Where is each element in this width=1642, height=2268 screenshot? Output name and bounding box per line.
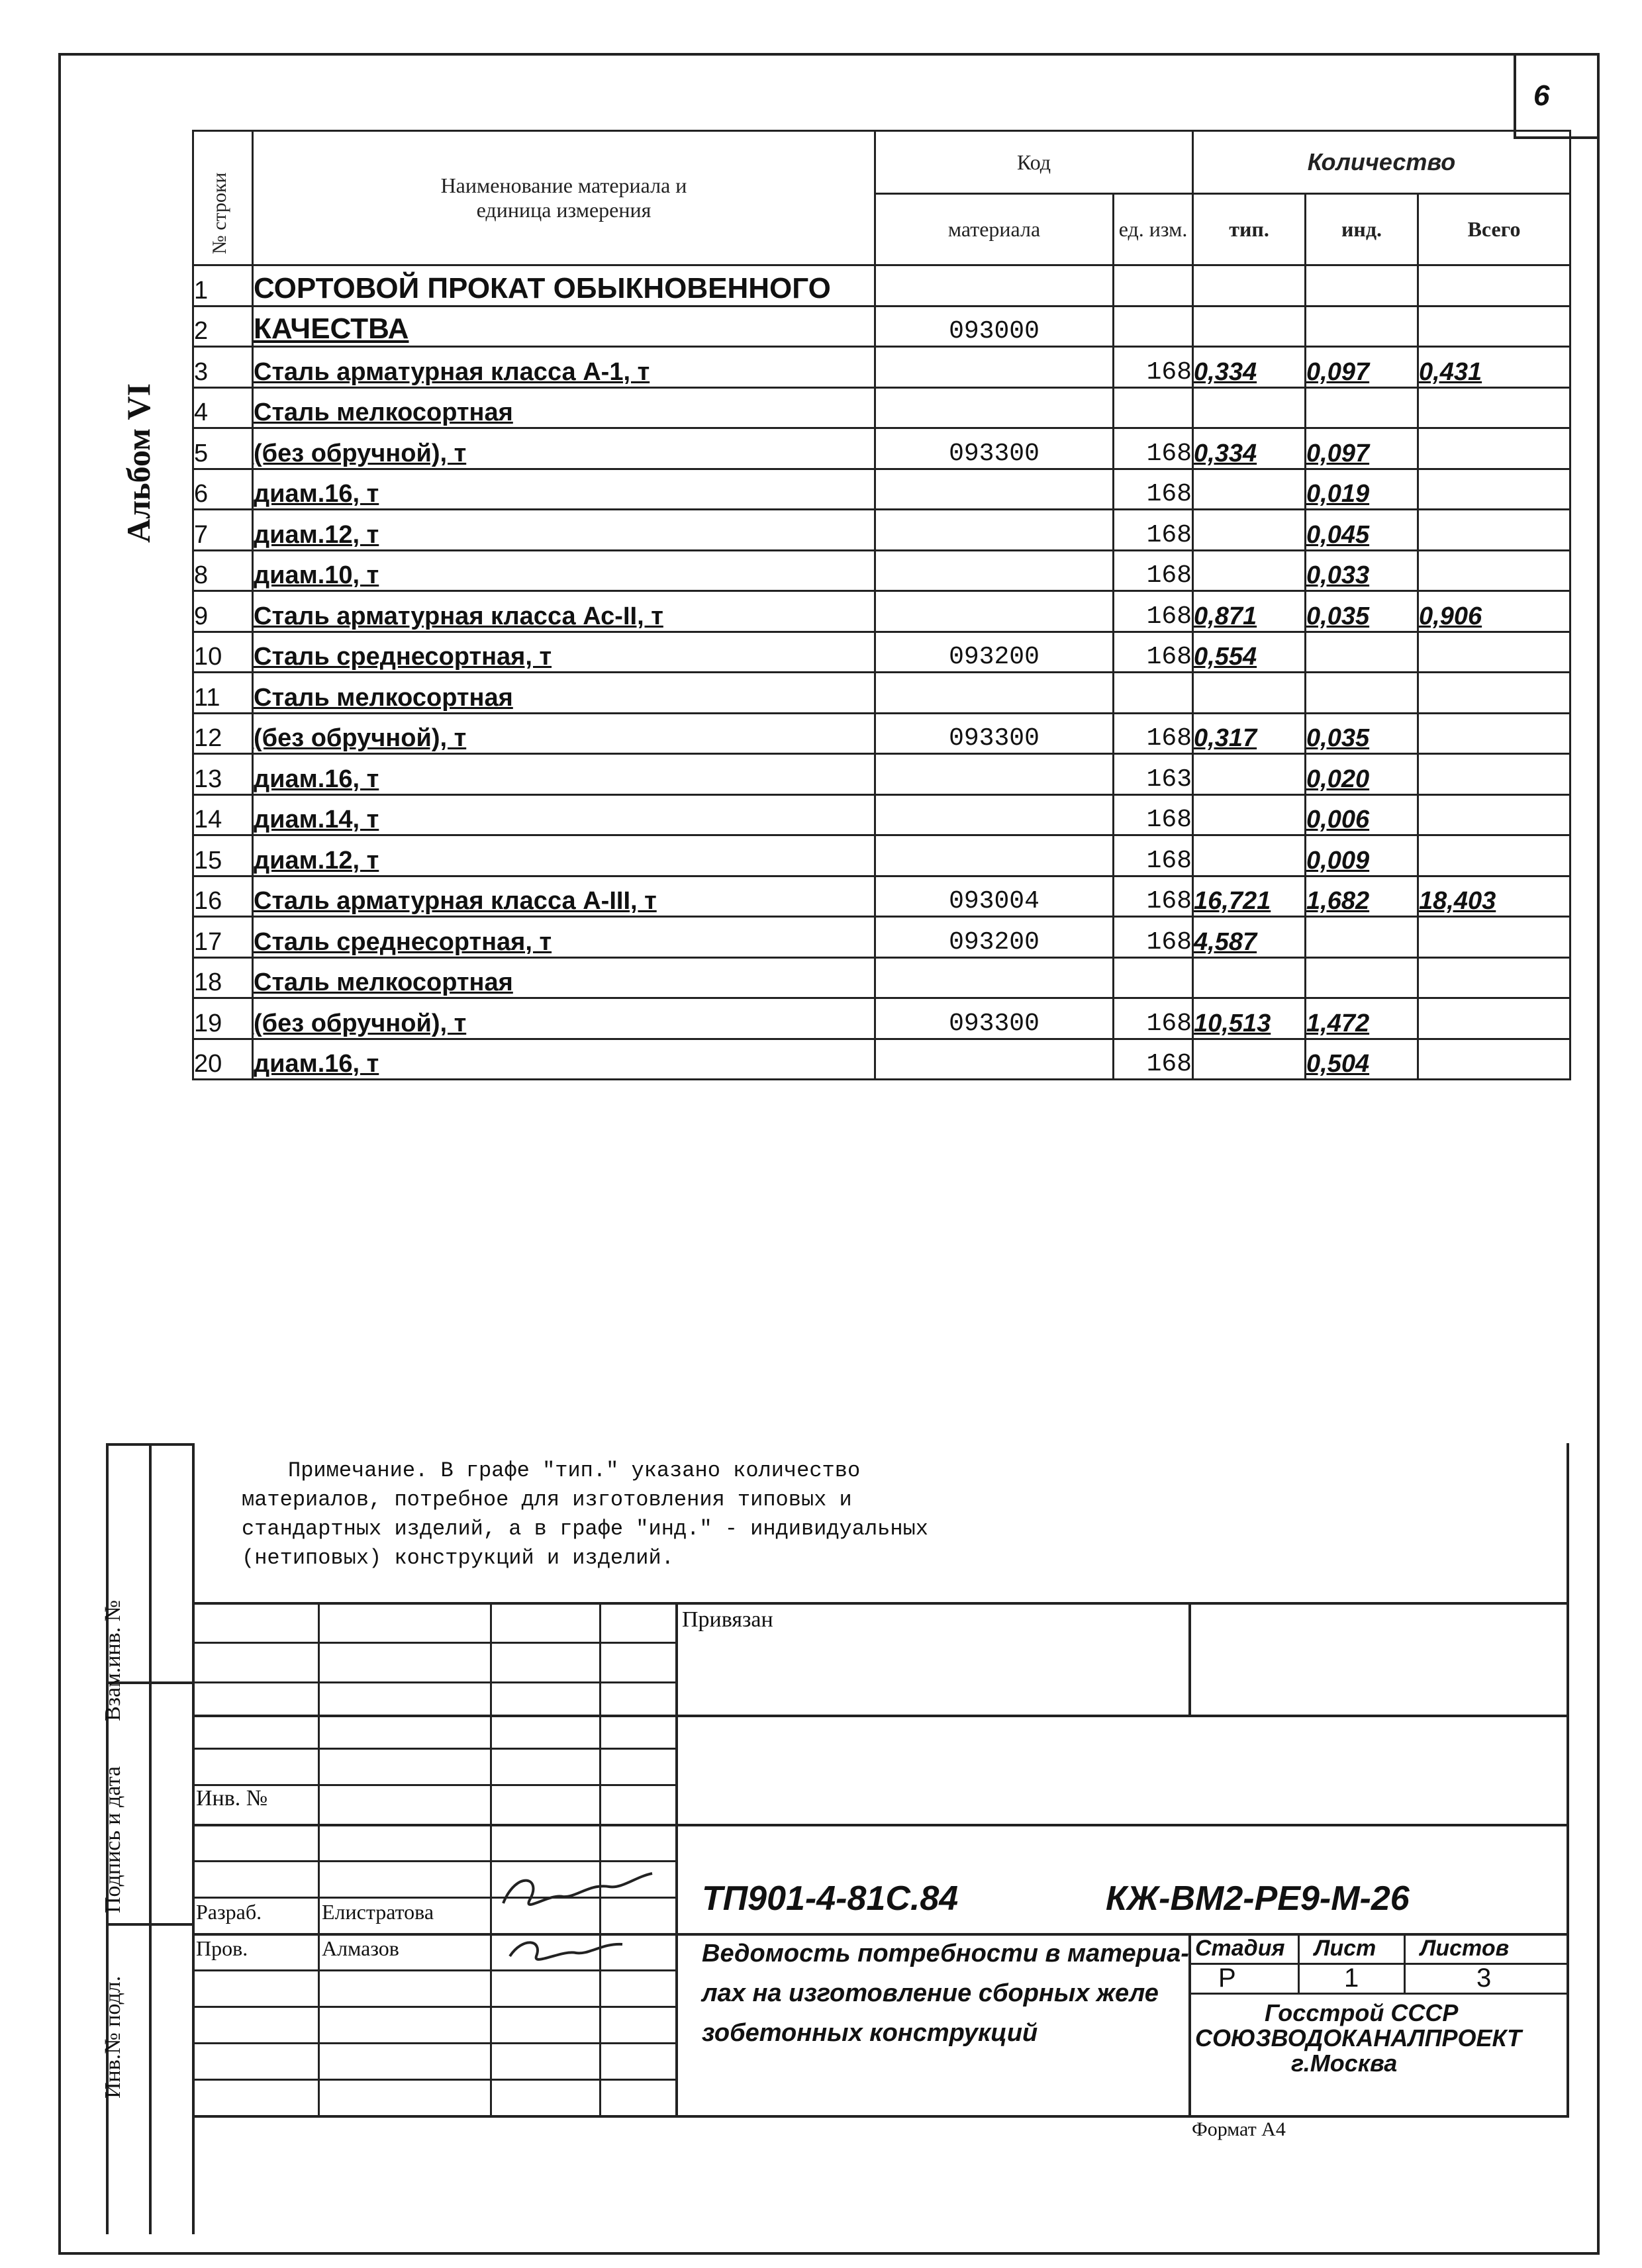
material-code-cell xyxy=(875,591,1114,632)
unit-code-cell: 168 xyxy=(1114,591,1193,632)
row-number-cell: 9 xyxy=(193,591,253,632)
material-name-cell: КАЧЕСТВА xyxy=(253,306,875,347)
tb-line xyxy=(192,1681,675,1683)
unit-code-cell: 168 xyxy=(1114,550,1193,591)
row-number-cell: 8 xyxy=(193,550,253,591)
material-code-cell xyxy=(875,550,1114,591)
qty-typ-cell: 0,334 xyxy=(1193,428,1306,469)
unit-code-cell: 168 xyxy=(1114,1039,1193,1080)
material-name-cell: Сталь арматурная класса А-1, т xyxy=(253,347,875,388)
tb-line xyxy=(192,1748,675,1750)
unit-code-cell: 168 xyxy=(1114,469,1193,510)
material-name-cell: СОРТОВОЙ ПРОКАТ ОБЫКНОВЕННОГО xyxy=(253,265,875,307)
unit-code-cell: 168 xyxy=(1114,510,1193,551)
doc-code: КЖ-ВМ2-РЕ9-М-26 xyxy=(1106,1879,1410,1918)
qty-typ-cell xyxy=(1193,754,1306,795)
title-line-2: лах на изготовление сборных желе xyxy=(702,1979,1159,2007)
table-body xyxy=(193,265,1570,1080)
qty-typ-cell: 0,317 xyxy=(1193,713,1306,754)
table-row xyxy=(193,306,1570,347)
sheet-value: 1 xyxy=(1344,1963,1359,1993)
material-name-cell: (без обручной), т xyxy=(253,428,875,469)
side-label-inv-podl: Инв.№ подл. xyxy=(101,1975,125,2099)
tb-line xyxy=(192,2042,675,2044)
page-number: 6 xyxy=(1533,79,1550,112)
qty-ind-cell xyxy=(1306,957,1418,998)
note-line: (нетиповых) конструкций и изделий. xyxy=(242,1546,674,1570)
qty-typ-cell xyxy=(1193,265,1306,307)
side-label-podpis: Подпись и дата xyxy=(101,1766,125,1913)
unit-code-cell xyxy=(1114,673,1193,714)
qty-ind-cell: 1,682 xyxy=(1306,876,1418,917)
album-label: Альбом VI xyxy=(120,383,157,543)
qty-typ-cell xyxy=(1193,673,1306,714)
header-ind: инд. xyxy=(1306,194,1418,265)
qty-typ-cell: 16,721 xyxy=(1193,876,1306,917)
material-name-cell: Сталь арматурная класса Ас-II, т xyxy=(253,591,875,632)
qty-ind-cell xyxy=(1306,306,1418,347)
title-line-3: зобетонных конструкций xyxy=(702,2019,1038,2047)
sheets-value: 3 xyxy=(1476,1963,1492,1993)
material-code-cell: 093200 xyxy=(875,632,1114,673)
unit-code-cell: 163 xyxy=(1114,754,1193,795)
qty-ind-cell: 0,097 xyxy=(1306,428,1418,469)
unit-code-cell: 168 xyxy=(1114,998,1193,1039)
unit-code-cell: 168 xyxy=(1114,347,1193,388)
tb-col xyxy=(1188,1602,1191,1715)
qty-ind-cell: 0,045 xyxy=(1306,510,1418,551)
material-name-cell: диам.16, т xyxy=(253,1039,875,1080)
qty-total-cell: 0,906 xyxy=(1418,591,1570,632)
razrab-label: Разраб. xyxy=(196,1900,262,1924)
material-code-cell: 093300 xyxy=(875,713,1114,754)
material-code-cell xyxy=(875,387,1114,428)
table-row xyxy=(193,1039,1570,1080)
material-code-cell: 093300 xyxy=(875,998,1114,1039)
material-name-cell: Сталь мелкосортная xyxy=(253,387,875,428)
qty-total-cell xyxy=(1418,469,1570,510)
table-row xyxy=(193,591,1570,632)
format-label: Формат А4 xyxy=(1192,2118,1286,2140)
material-code-cell xyxy=(875,1039,1114,1080)
note-block xyxy=(242,1456,1102,1573)
row-number-cell: 2 xyxy=(193,306,253,347)
row-number-cell: 18 xyxy=(193,957,253,998)
qty-typ-cell: 4,587 xyxy=(1193,917,1306,958)
material-code-cell: 093000 xyxy=(875,306,1114,347)
header-code: Код xyxy=(875,131,1193,194)
material-name-cell: диам.14, т xyxy=(253,794,875,835)
org-line-2: СОЮЗВОДОКАНАЛПРОЕКТ xyxy=(1195,2024,1522,2052)
row-number-cell: 16 xyxy=(193,876,253,917)
material-code-cell xyxy=(875,673,1114,714)
sheet-label: Лист xyxy=(1314,1936,1376,1961)
sheets-label: Листов xyxy=(1420,1936,1510,1961)
material-code-cell: 093300 xyxy=(875,428,1114,469)
tb-line xyxy=(1188,1993,1569,1995)
qty-total-cell xyxy=(1418,673,1570,714)
qty-typ-cell xyxy=(1193,550,1306,591)
materials-table xyxy=(192,130,1571,1080)
row-number-cell: 17 xyxy=(193,917,253,958)
unit-code-cell xyxy=(1114,306,1193,347)
unit-code-cell: 168 xyxy=(1114,876,1193,917)
material-name-cell: (без обручной), т xyxy=(253,713,875,754)
qty-typ-cell: 0,554 xyxy=(1193,632,1306,673)
prov-name: Алмазов xyxy=(322,1936,399,1960)
table-row xyxy=(193,957,1570,998)
qty-total-cell xyxy=(1418,917,1570,958)
qty-total-cell xyxy=(1418,835,1570,876)
material-code-cell xyxy=(875,835,1114,876)
note-line: Примечание. В графе "тип." указано количество xyxy=(288,1458,861,1483)
table-row xyxy=(193,713,1570,754)
row-number-cell: 5 xyxy=(193,428,253,469)
unit-code-cell: 168 xyxy=(1114,428,1193,469)
row-number-cell: 19 xyxy=(193,998,253,1039)
material-name-cell: Сталь среднесортная, т xyxy=(253,632,875,673)
qty-ind-cell: 0,020 xyxy=(1306,754,1418,795)
qty-total-cell xyxy=(1418,632,1570,673)
qty-ind-cell xyxy=(1306,917,1418,958)
header-name: Наименование материала и единица измерения xyxy=(253,131,875,265)
tb-line xyxy=(192,1642,675,1644)
org-line-1: Госстрой СССР xyxy=(1265,1999,1459,2026)
material-code-cell xyxy=(875,469,1114,510)
table-row xyxy=(193,794,1570,835)
project-code: ТП901-4-81С.84 xyxy=(702,1879,959,1918)
qty-total-cell xyxy=(1418,794,1570,835)
qty-typ-cell: 0,871 xyxy=(1193,591,1306,632)
note-line: материалов, потребное для изготовления типовых и xyxy=(242,1488,852,1512)
unit-code-cell: 168 xyxy=(1114,917,1193,958)
table-row xyxy=(193,469,1570,510)
material-name-cell: (без обручной), т xyxy=(253,998,875,1039)
qty-ind-cell: 0,033 xyxy=(1306,550,1418,591)
header-total: Всего xyxy=(1418,194,1570,265)
material-code-cell: 093004 xyxy=(875,876,1114,917)
privyazan-label: Привязан xyxy=(682,1607,773,1632)
material-code-cell xyxy=(875,957,1114,998)
material-code-cell xyxy=(875,794,1114,835)
table-row xyxy=(193,917,1570,958)
row-number-cell: 7 xyxy=(193,510,253,551)
qty-typ-cell: 10,513 xyxy=(1193,998,1306,1039)
unit-code-cell: 168 xyxy=(1114,794,1193,835)
stage-label: Стадия xyxy=(1195,1936,1285,1961)
qty-ind-cell xyxy=(1306,673,1418,714)
material-name-cell: диам.12, т xyxy=(253,835,875,876)
qty-ind-cell: 0,035 xyxy=(1306,591,1418,632)
unit-code-cell xyxy=(1114,265,1193,307)
unit-code-cell xyxy=(1114,387,1193,428)
side-label-vzam: Взам.инв. № xyxy=(101,1599,125,1721)
qty-total-cell: 18,403 xyxy=(1418,876,1570,917)
qty-typ-cell xyxy=(1193,469,1306,510)
row-number-cell: 10 xyxy=(193,632,253,673)
qty-ind-cell: 0,009 xyxy=(1306,835,1418,876)
material-code-cell xyxy=(875,347,1114,388)
qty-ind-cell: 0,504 xyxy=(1306,1039,1418,1080)
row-number-cell: 1 xyxy=(193,265,253,307)
row-number-cell: 11 xyxy=(193,673,253,714)
page-number-box xyxy=(1514,53,1600,139)
material-name-cell: диам.12, т xyxy=(253,510,875,551)
table-row xyxy=(193,347,1570,388)
qty-typ-cell xyxy=(1193,510,1306,551)
qty-total-cell xyxy=(1418,713,1570,754)
prov-label: Пров. xyxy=(196,1936,248,1960)
table-row xyxy=(193,428,1570,469)
header-typ: тип. xyxy=(1193,194,1306,265)
side-strip-line xyxy=(106,1923,192,1926)
material-code-cell xyxy=(875,265,1114,307)
side-strip-border xyxy=(149,1443,152,2234)
qty-total-cell xyxy=(1418,387,1570,428)
title-line-1: Ведомость потребности в материа- xyxy=(702,1940,1189,1967)
qty-total-cell xyxy=(1418,957,1570,998)
table-row xyxy=(193,754,1570,795)
qty-typ-cell xyxy=(1193,835,1306,876)
row-number-cell: 4 xyxy=(193,387,253,428)
qty-total-cell: 0,431 xyxy=(1418,347,1570,388)
razrab-name: Елистратова xyxy=(322,1900,434,1924)
qty-typ-cell xyxy=(1193,387,1306,428)
qty-total-cell xyxy=(1418,265,1570,307)
row-number-cell: 12 xyxy=(193,713,253,754)
material-code-cell xyxy=(875,510,1114,551)
qty-ind-cell: 0,035 xyxy=(1306,713,1418,754)
table-row xyxy=(193,510,1570,551)
qty-total-cell xyxy=(1418,510,1570,551)
qty-total-cell xyxy=(1418,998,1570,1039)
signatures xyxy=(490,1857,689,1976)
material-name-cell: диам.16, т xyxy=(253,469,875,510)
qty-total-cell xyxy=(1418,306,1570,347)
tb-line xyxy=(192,1824,1569,1826)
qty-typ-cell xyxy=(1193,306,1306,347)
header-unit: ед. изм. xyxy=(1114,194,1193,265)
qty-total-cell xyxy=(1418,428,1570,469)
unit-code-cell: 168 xyxy=(1114,632,1193,673)
unit-code-cell: 168 xyxy=(1114,713,1193,754)
qty-ind-cell: 1,472 xyxy=(1306,998,1418,1039)
note-line: стандартных изделий, а в графе "инд." - индивидуальных xyxy=(242,1517,928,1541)
table-row xyxy=(193,550,1570,591)
header-material-code: материала xyxy=(875,194,1114,265)
tb-line xyxy=(192,2079,675,2081)
tb-line xyxy=(192,2006,675,2008)
table-row xyxy=(193,632,1570,673)
material-name-cell: Сталь среднесортная, т xyxy=(253,917,875,958)
table-row xyxy=(193,387,1570,428)
material-name-cell: диам.16, т xyxy=(253,754,875,795)
qty-ind-cell: 0,019 xyxy=(1306,469,1418,510)
qty-total-cell xyxy=(1418,550,1570,591)
tb-line xyxy=(192,1602,1569,1605)
table-row xyxy=(193,673,1570,714)
material-name-cell: Сталь мелкосортная xyxy=(253,957,875,998)
qty-ind-cell: 0,006 xyxy=(1306,794,1418,835)
qty-total-cell xyxy=(1418,1039,1570,1080)
tb-col xyxy=(318,1602,320,2115)
row-number-cell: 20 xyxy=(193,1039,253,1080)
qty-typ-cell xyxy=(1193,794,1306,835)
table-row xyxy=(193,876,1570,917)
row-number-cell: 6 xyxy=(193,469,253,510)
inv-no-label: Инв. № xyxy=(196,1786,268,1811)
row-number-cell: 3 xyxy=(193,347,253,388)
table-row xyxy=(193,265,1570,307)
tb-line xyxy=(1188,1963,1569,1965)
qty-typ-cell: 0,334 xyxy=(1193,347,1306,388)
row-number-cell: 15 xyxy=(193,835,253,876)
table-row xyxy=(193,835,1570,876)
qty-ind-cell: 0,097 xyxy=(1306,347,1418,388)
org-line-3: г.Москва xyxy=(1291,2050,1398,2077)
qty-total-cell xyxy=(1418,754,1570,795)
material-name-cell: Сталь мелкосортная xyxy=(253,673,875,714)
material-code-cell xyxy=(875,754,1114,795)
qty-ind-cell xyxy=(1306,265,1418,307)
qty-ind-cell xyxy=(1306,387,1418,428)
material-name-cell: диам.10, т xyxy=(253,550,875,591)
row-number-cell: 14 xyxy=(193,794,253,835)
table-row xyxy=(193,998,1570,1039)
stage-value: Р xyxy=(1218,1963,1236,1993)
tb-line xyxy=(192,2115,1569,2118)
row-number-cell: 13 xyxy=(193,754,253,795)
side-strip-line xyxy=(106,1443,192,1446)
unit-code-cell: 168 xyxy=(1114,835,1193,876)
qty-typ-cell xyxy=(1193,1039,1306,1080)
qty-ind-cell xyxy=(1306,632,1418,673)
tb-border xyxy=(1567,1443,1569,2115)
material-code-cell: 093200 xyxy=(875,917,1114,958)
qty-typ-cell xyxy=(1193,957,1306,998)
tb-line xyxy=(192,1715,1569,1717)
unit-code-cell xyxy=(1114,957,1193,998)
material-name-cell: Сталь арматурная класса А-III, т xyxy=(253,876,875,917)
header-row-no: № строки xyxy=(193,131,253,265)
header-quantity: Количество xyxy=(1193,131,1570,194)
